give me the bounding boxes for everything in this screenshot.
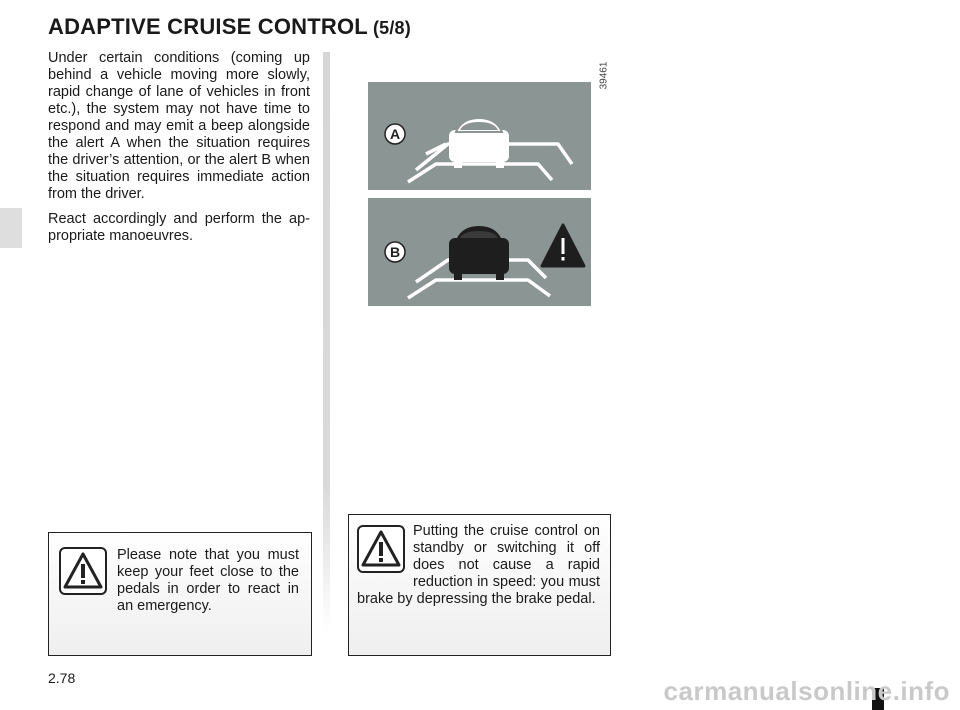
warning-note-feet — [48, 532, 312, 656]
page-number: 2.78 — [48, 670, 76, 686]
alert-illustration — [368, 82, 591, 306]
chapter-tab — [0, 208, 22, 248]
body-text — [48, 50, 310, 253]
alert-a-panel — [368, 82, 591, 190]
paragraph-1: Under certain conditions (coming up behind a vehicle moving more slowly, rapid change of lane of vehicles in front etc.), the system may not have time to respond and may emit a beep alongside the alert A when the situation requires the driver’s attention, or the alert B when the situation requires immediate action from the driver. — [48, 50, 310, 202]
warning-triangle-icon — [357, 525, 405, 573]
paragraph-2: React accordingly and perform the appropriate manoeuvres. — [48, 211, 310, 244]
alert-b-graphic — [368, 198, 591, 306]
car-a-icon — [449, 118, 509, 168]
label-a: A — [389, 126, 401, 142]
title-suffix: (5/8) — [372, 18, 411, 38]
figure-code — [590, 60, 620, 100]
car-b-icon — [449, 226, 509, 280]
alert-b-panel — [368, 198, 591, 306]
label-b: B — [389, 244, 401, 260]
watermark: carmanualsonline.info — [663, 676, 950, 706]
note-text-standby: Putting the cruise control on standby or switching it off does not cause a rapid reduction in speed: you must brake by depressing the brake pedal. — [357, 523, 600, 607]
alert-a-graphic — [368, 82, 591, 190]
label-b-circle — [385, 242, 405, 262]
label-a-circle — [385, 124, 405, 144]
warning-note-standby — [348, 514, 611, 656]
note-text-feet: Please note that you must keep your feet close to the pedals in order to react in an emergency. — [117, 547, 299, 614]
figure-code-text: 39461 — [598, 61, 610, 90]
title-text: ADAPTIVE CRUISE CONTROL — [48, 14, 368, 39]
page-title — [48, 14, 411, 40]
warning-triangle-icon — [59, 547, 107, 595]
column-divider — [323, 52, 330, 632]
alert-triangle-icon — [542, 225, 584, 266]
